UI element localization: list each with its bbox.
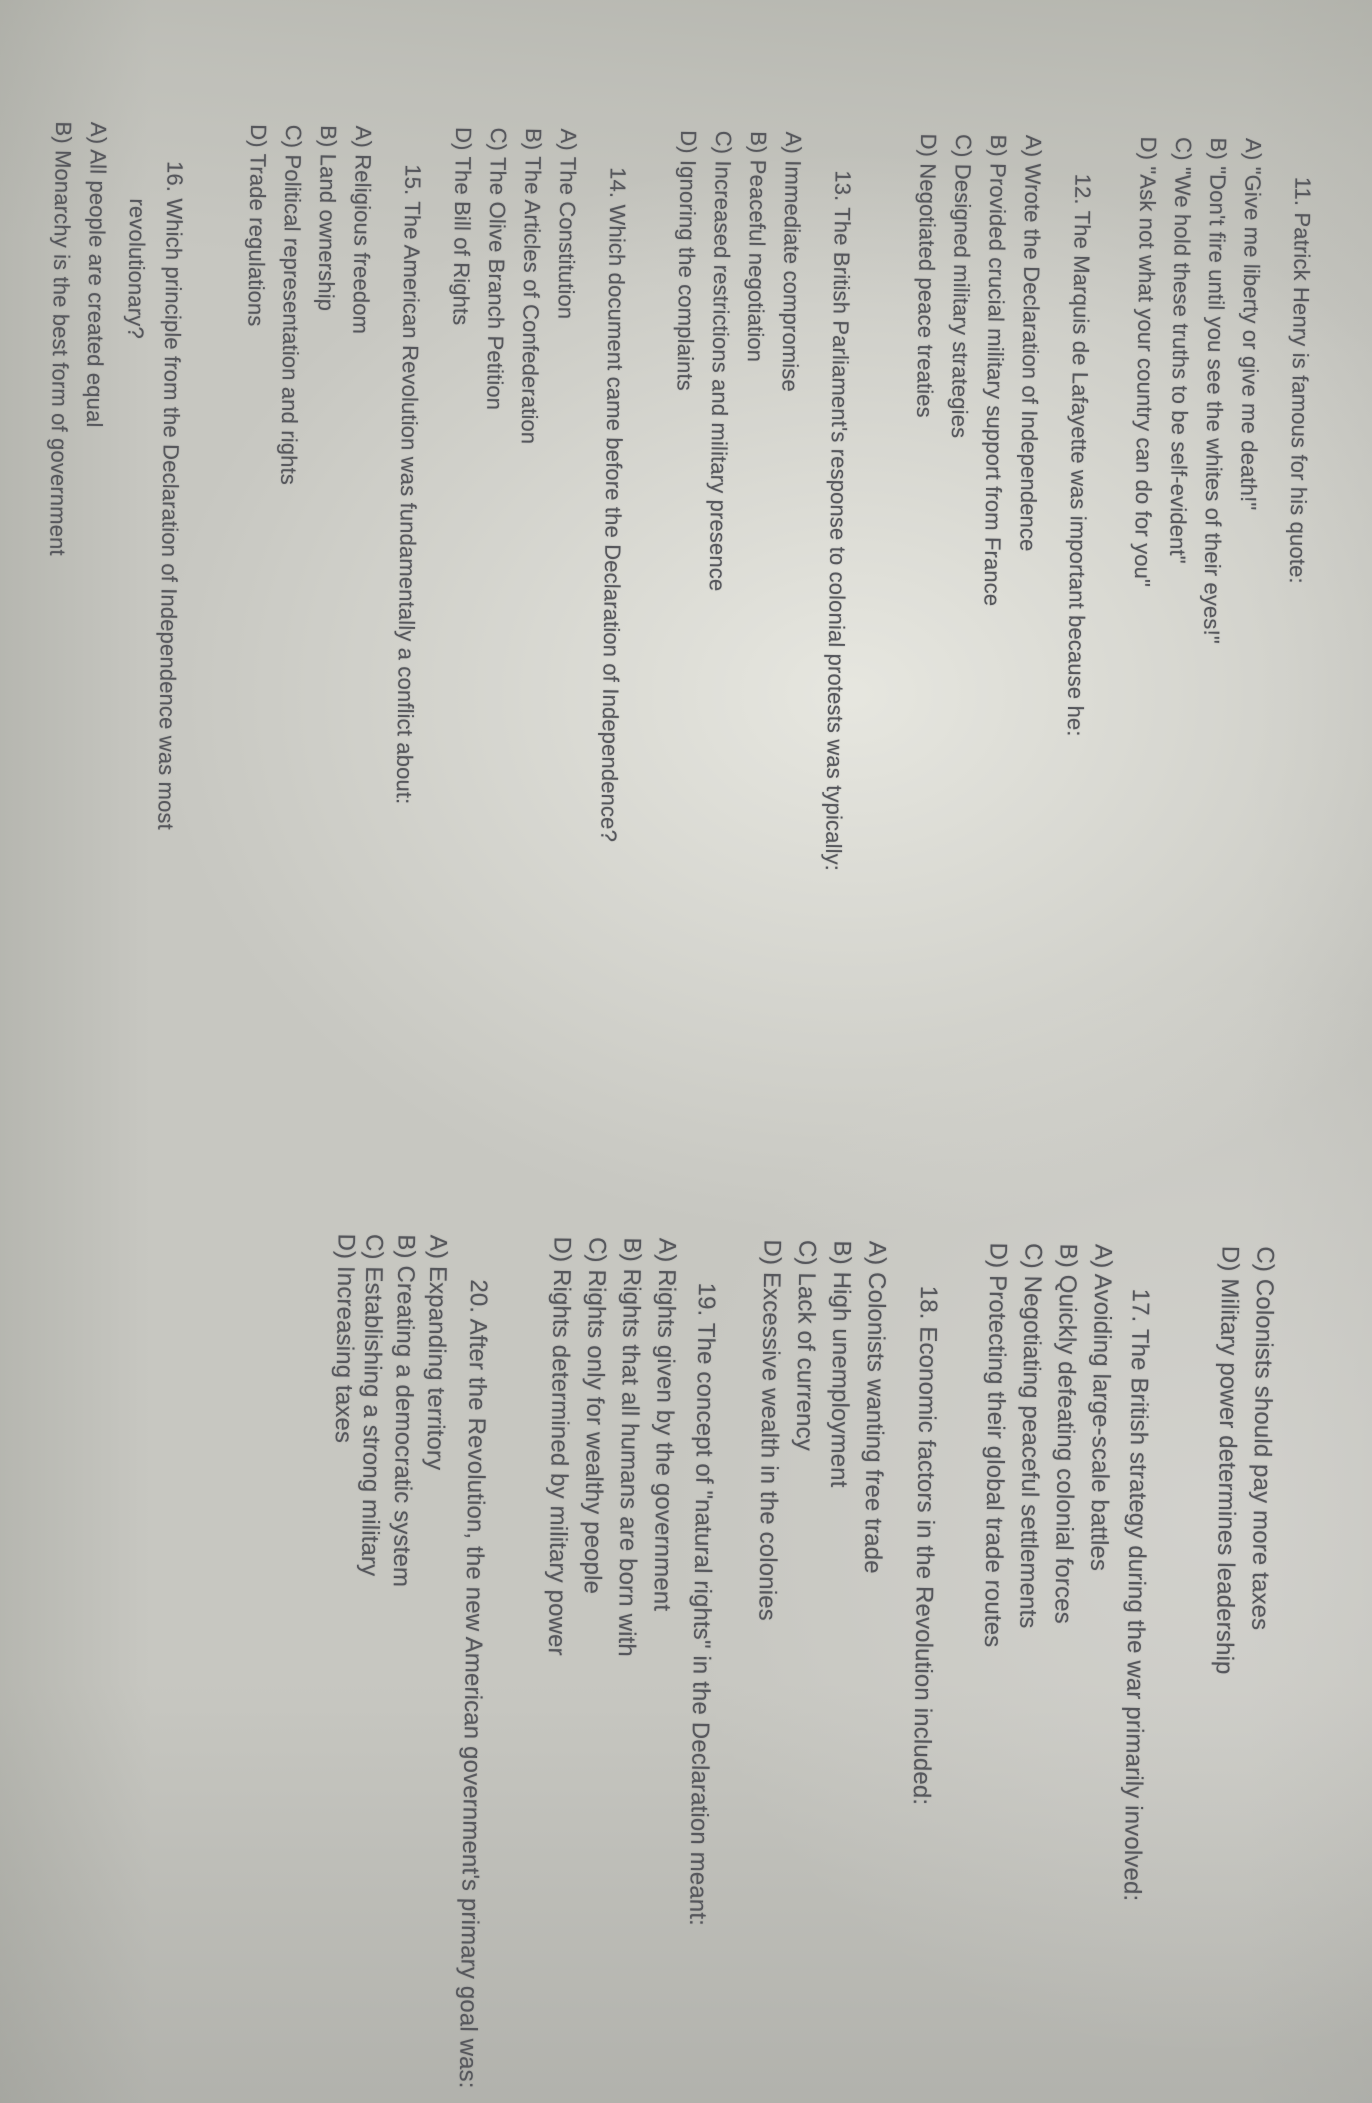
question-19-stem: 19. The concept of "natural rights" in the Declaration meant:	[684, 1282, 721, 1927]
question-15-stem: 15. The American Revolution was fundamentally a conflict about:	[391, 164, 426, 805]
question-13-stem: 13. The British Parliament's response to colonial protests was typically:	[820, 170, 856, 872]
question-19-option-c: C) Rights only for wealthy people	[578, 1236, 611, 1595]
question-16-option-a: A) All people are created equal	[81, 121, 112, 428]
question-12-option-d: D) Negotiated peace treaties	[912, 133, 942, 418]
question-15-option-b: B) Land ownership	[313, 125, 342, 312]
question-15-option-d: D) Trade regulations	[243, 124, 272, 327]
question-20-option-c: C) Establishing a strong military	[355, 1233, 388, 1577]
question-12-option-c: C) Designed military strategies	[946, 133, 977, 439]
question-20-option-b: B) Creating a democratic system	[387, 1234, 420, 1588]
question-14-stem: 14. Which document came before the Declaration of Independence?	[596, 167, 631, 843]
question-20-option-a: A) Expanding territory	[421, 1234, 452, 1471]
question-18-stem: 18. Economic factors in the Revolution included:	[907, 1285, 943, 1806]
question-20-stem: 20. After the Revolution, the new American government's primary goal was:	[453, 1279, 493, 2089]
question-14-option-d: D) The Bill of Rights	[448, 126, 477, 326]
question-17-stem: 17. The British strategy during the war primarily involved:	[1118, 1288, 1154, 1902]
question-12-stem: 12. The Marquis de Lafayette was important because he:	[1062, 173, 1096, 737]
question-11-stem: 11. Patrick Henry is famous for his quote:	[1284, 176, 1316, 584]
question-15-option-c: C) Political representation and rights	[276, 124, 307, 486]
question-14-option-b: B) The Articles of Confederation	[516, 127, 547, 445]
carryover-option-d: D) Military power determines leadership	[1210, 1245, 1244, 1675]
carryover-option-c: C) Colonists should pay more taxes	[1246, 1246, 1279, 1631]
question-17-option-a: A) Avoiding large-scale battles	[1085, 1243, 1117, 1572]
question-11-option-a: A) "Give me liberty or give me death!"	[1235, 137, 1267, 511]
question-19-option-a: A) Rights given by the government	[648, 1237, 681, 1612]
question-18-option-a: A) Colonists wanting free trade	[858, 1240, 891, 1574]
question-18-option-c: C) Lack of currency	[790, 1239, 821, 1452]
question-16-stem-line1: 16. Which principle from the Declaration of Independence was most	[153, 160, 188, 831]
question-11-option-d: D) "Ask not what your country can do for you"	[1129, 136, 1162, 588]
question-13-option-a: A) Immediate compromise	[777, 131, 807, 393]
question-14-option-c: C) The Olive Branch Petition	[482, 127, 512, 411]
question-12-option-a: A) Wrote the Declaration of Independence	[1015, 134, 1047, 552]
question-16-stem-line2: revolutionary?	[123, 198, 151, 339]
question-11-option-c: C) "We hold these truths to be self-evident"	[1165, 136, 1197, 564]
question-19-option-b: B) Rights that all humans are born with	[612, 1237, 646, 1658]
question-15-option-a: A) Religious freedom	[348, 125, 377, 335]
question-13-option-b: B) Peaceful negotiation	[742, 131, 772, 363]
question-12-option-b: B) Provided crucial military support from France	[979, 134, 1012, 607]
question-20-option-d: D) Increasing taxes	[329, 1233, 360, 1444]
question-16-option-b: B) Monarchy is the best form of government	[45, 121, 77, 556]
question-19-option-d: D) Rights determined by military power	[542, 1236, 576, 1656]
question-17-option-c: C) Negotiating peaceful settlements	[1014, 1242, 1047, 1629]
question-17-option-b: B) Quickly defeating colonial forces	[1049, 1243, 1082, 1625]
question-17-option-d: D) Protecting their global trade routes	[978, 1242, 1012, 1648]
question-18-option-d: D) Excessive wealth in the colonies	[753, 1239, 786, 1622]
question-14-option-a: A) The Constitution	[553, 128, 582, 320]
question-13-option-d: D) Ignoring the complaints	[672, 130, 702, 392]
question-13-option-c: C) Increased restrictions and military presence	[704, 130, 737, 592]
question-18-option-b: B) High unemployment	[825, 1240, 856, 1488]
question-11-option-b: B) "Don't fire until you see the whites of their eyes!"	[1198, 137, 1232, 644]
